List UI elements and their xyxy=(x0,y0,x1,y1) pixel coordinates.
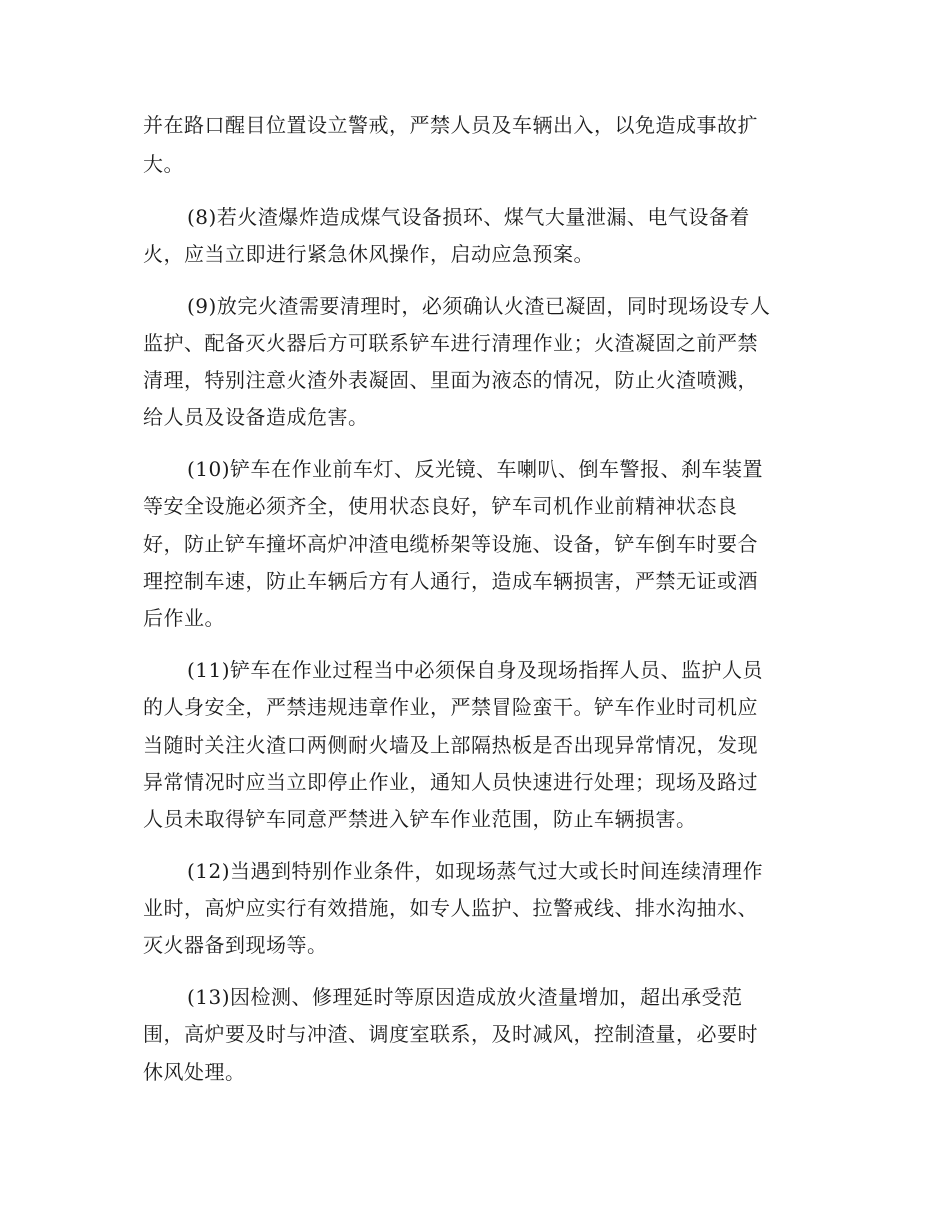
text-line: 当随时关注火渣口两侧耐火墙及上部隔热板是否出现异常情况，发现 xyxy=(143,733,758,757)
text-line: 好，防止铲车撞坏高炉冲渣电缆桥架等设施、设备，铲车倒车时要合 xyxy=(143,532,758,556)
text-line: 并在路口醒目位置设立警戒，严禁人员及车辆出入，以免造成事故扩 xyxy=(143,113,758,137)
text-line: 大。 xyxy=(143,152,184,176)
text-line: 监护、配备灭火器后方可联系铲车进行清理作业；火渣凝固之前严禁 xyxy=(143,331,758,355)
text-line: 火，应当立即进行紧急休风操作，启动应急预案。 xyxy=(143,242,594,266)
text-line: 后作业。 xyxy=(143,606,225,630)
text-line: 的人身安全，严禁违规违章作业，严禁冒险蛮干。铲车作业时司机应 xyxy=(143,695,758,719)
text-line: 清理，特别注意火渣外表凝固、里面为液态的情况，防止火渣喷溅， xyxy=(143,368,758,392)
paragraph-11-line: (11)铲车在作业过程当中必须保自身及现场指挥人员、监护人员 xyxy=(187,658,764,682)
text-line: 等安全设施必须齐全，使用状态良好，铲车司机作业前精神状态良 xyxy=(143,494,738,518)
paragraph-10-line: (10)铲车在作业前车灯、反光镜、车喇叭、倒车警报、刹车装置 xyxy=(187,457,764,481)
text-line: 业时，高炉应实行有效措施，如专人监护、拉警戒线、排水沟抽水、 xyxy=(143,896,758,920)
text-line: 异常情况时应当立即停止作业，通知人员快速进行处理；现场及路过 xyxy=(143,770,758,794)
paragraph-12-line: (12)当遇到特别作业条件，如现场蒸气过大或长时间连续清理作 xyxy=(187,859,764,883)
text-line: 人员未取得铲车同意严禁进入铲车作业范围，防止车辆损害。 xyxy=(143,807,697,831)
text-line: 给人员及设备造成危害。 xyxy=(143,405,369,429)
paragraph-13-line: (13)因检测、修理延时等原因造成放火渣量增加，超出承受范 xyxy=(187,985,743,1009)
text-line: 理控制车速，防止车辆后方有人通行，造成车辆损害，严禁无证或酒 xyxy=(143,569,758,593)
text-line: 围，高炉要及时与冲渣、调度室联系，及时减风，控制渣量，必要时 xyxy=(143,1022,758,1046)
paragraph-8-line: (8)若火渣爆炸造成煤气设备损环、煤气大量泄漏、电气设备着 xyxy=(187,205,750,229)
text-line: 休风处理。 xyxy=(143,1060,246,1084)
text-line: 灭火器备到现场等。 xyxy=(143,933,328,957)
paragraph-9-line: (9)放完火渣需要清理时，必须确认火渣已凝固，同时现场设专人 xyxy=(187,294,771,318)
